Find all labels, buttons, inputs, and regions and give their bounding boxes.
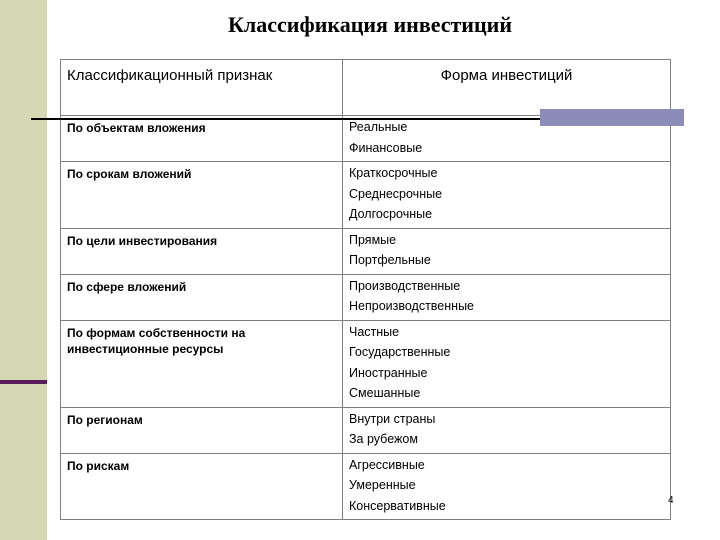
form-value: За рубежом — [349, 432, 418, 446]
form-value: Частные — [349, 324, 400, 339]
classification-table — [60, 59, 671, 520]
accent-bar — [540, 109, 684, 126]
header-form: Форма инвестиций — [343, 60, 671, 116]
form-value: Государственные — [349, 345, 451, 359]
forms-cell — [343, 320, 671, 407]
form-value: Консервативные — [349, 498, 446, 513]
form-value: Производственные — [349, 278, 461, 293]
forms-cell — [343, 162, 671, 229]
forms-cell — [343, 228, 671, 274]
criterion-cell: По формам собственности на инвестиционные ресурсы — [61, 320, 343, 407]
form-value: Агрессивные — [349, 457, 425, 472]
header-criterion: Классификационный признак — [61, 60, 343, 116]
table-row — [61, 320, 671, 407]
table-header-row — [61, 60, 671, 116]
table-row — [61, 274, 671, 320]
form-value: Среднесрочные — [349, 186, 443, 201]
form-value: Краткосрочные — [349, 166, 438, 180]
forms-cell — [343, 453, 671, 520]
side-accent-line — [0, 380, 47, 384]
form-value: Долгосрочные — [349, 207, 433, 221]
table-row — [61, 407, 671, 453]
form-value: Смешанные — [349, 386, 421, 400]
slide-title: Классификация инвестиций — [227, 12, 513, 37]
form-value: Прямые — [349, 232, 397, 247]
forms-cell — [343, 274, 671, 320]
criterion-cell: По регионам — [61, 407, 343, 453]
form-value: Внутри страны — [349, 411, 436, 426]
form-value: Финансовые — [349, 140, 423, 155]
forms-cell — [343, 407, 671, 453]
table-row — [61, 228, 671, 274]
form-value: Непроизводственные — [349, 299, 475, 313]
criterion-cell: По цели инвестирования — [61, 228, 343, 274]
form-value: Умеренные — [349, 478, 416, 492]
page-number: 4 — [668, 495, 674, 506]
criterion-cell: По срокам вложений — [61, 162, 343, 229]
form-value: Реальные — [349, 120, 408, 134]
form-value: Иностранные — [349, 365, 428, 380]
criterion-cell: По сфере вложений — [61, 274, 343, 320]
side-band — [0, 0, 47, 540]
table-row — [61, 453, 671, 520]
criterion-cell: По объектам вложения — [61, 116, 343, 162]
table-row — [61, 162, 671, 229]
criterion-cell: По рискам — [61, 453, 343, 520]
form-value: Портфельные — [349, 253, 431, 267]
